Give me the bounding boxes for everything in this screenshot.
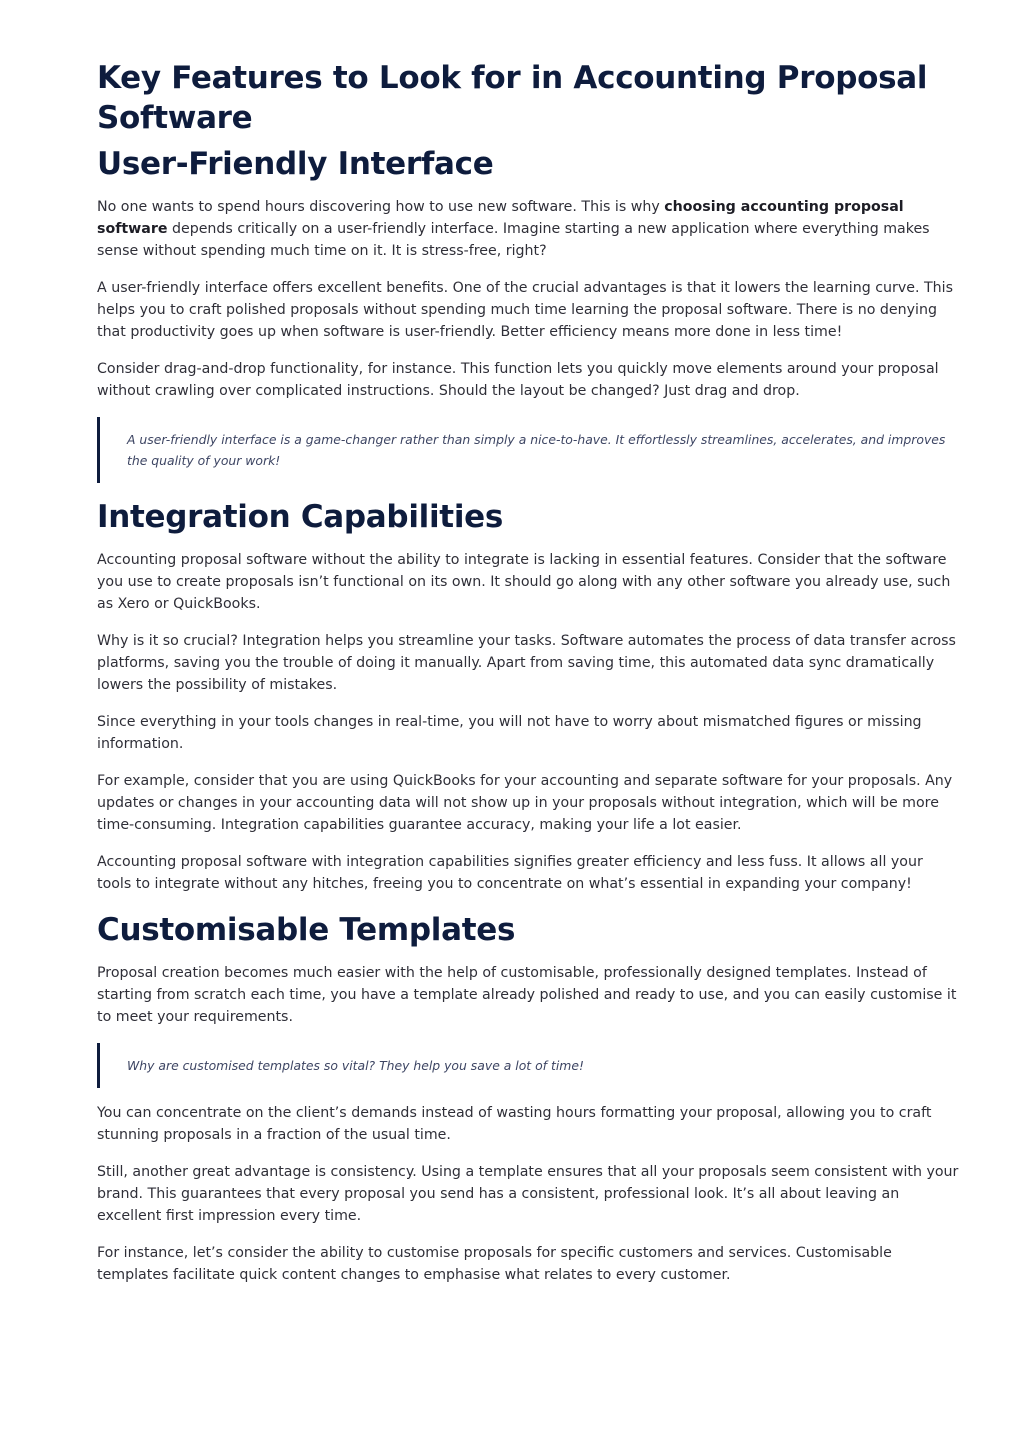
paragraph: Still, another great advantage is consistency. Using a template ensures that all your proposals seem consistent with your brand. This guarantees that every proposal you send has a consistent, professional look. It’s all about leaving an excellent first impression every time.	[97, 1164, 959, 1224]
paragraph: Since everything in your tools changes in real-time, you will not have to worry about mismatched figures or missing information.	[97, 714, 922, 752]
section-customisable-templates	[97, 910, 959, 1286]
article	[97, 58, 959, 1301]
paragraph: Consider drag-and-drop functionality, for instance. This function lets you quickly move elements around your proposal without crawling over complicated instructions. Should the layout be changed? Just drag and drop.	[97, 361, 939, 399]
paragraph: Accounting proposal software without the ability to integrate is lacking in essential features. Consider that the software you use to create proposals isn’t functional on its own. It should go along with any other software you already use, such as Xero or QuickBooks.	[97, 552, 951, 612]
paragraph-text: No one wants to spend hours discovering how to use new software. This is why	[97, 199, 665, 215]
section-user-friendly-interface	[97, 144, 959, 483]
paragraph-text: depends critically on a user-friendly interface. Imagine starting a new application where everything makes sense without spending much time on it. It is stress-free, right?	[97, 221, 930, 259]
paragraph	[97, 196, 959, 262]
paragraph: You can concentrate on the client’s demands instead of wasting hours formatting your proposal, allowing you to craft stunning proposals in a fraction of the usual time.	[97, 1105, 932, 1143]
paragraph: Why is it so crucial? Integration helps you streamline your tasks. Software automates the process of data transfer across platforms, saving you the trouble of doing it manually. Apart from saving time, this automated data sync dramatically lowers the possibility of mistakes.	[97, 633, 956, 693]
pull-quote: Why are customised templates so vital? They help you save a lot of time!	[97, 1043, 959, 1088]
bold-phrase: choosing accounting proposal software	[97, 199, 904, 237]
section-heading: Customisable Templates	[97, 912, 516, 948]
paragraph: Accounting proposal software with integration capabilities signifies greater efficiency and less fuss. It allows all your tools to integrate without any hitches, freeing you to concentrate on what’s essential in expanding your company!	[97, 854, 923, 892]
section-heading: User-Friendly Interface	[97, 146, 494, 182]
paragraph: For example, consider that you are using QuickBooks for your accounting and separate software for your proposals. Any updates or changes in your accounting data will not show up in your proposals without integration, which will be more time-consuming. Integration capabilities guarantee accuracy, making your life a lot easier.	[97, 773, 953, 833]
paragraph: For instance, let’s consider the ability to customise proposals for specific customers and services. Customisable templates facilitate quick content changes to emphasise what relates to every customer.	[97, 1245, 892, 1283]
section-heading: Integration Capabilities	[97, 499, 504, 535]
paragraph: Proposal creation becomes much easier with the help of customisable, professionally designed templates. Instead of starting from scratch each time, you have a template already polished and ready to use, and you can easily customise it to meet your requirements.	[97, 965, 957, 1025]
section-integration-capabilities	[97, 497, 959, 895]
page-title: Key Features to Look for in Accounting Proposal Software	[97, 60, 928, 136]
pull-quote: A user-friendly interface is a game-changer rather than simply a nice-to-have. It effortlessly streamlines, accelerates, and improves the quality of your work!	[97, 417, 959, 483]
paragraph: A user-friendly interface offers excellent benefits. One of the crucial advantages is that it lowers the learning curve. This helps you to craft polished proposals without spending much time learning the proposal software. There is no denying that productivity goes up when software is user-friendly. Better efficiency means more done in less time!	[97, 280, 953, 340]
